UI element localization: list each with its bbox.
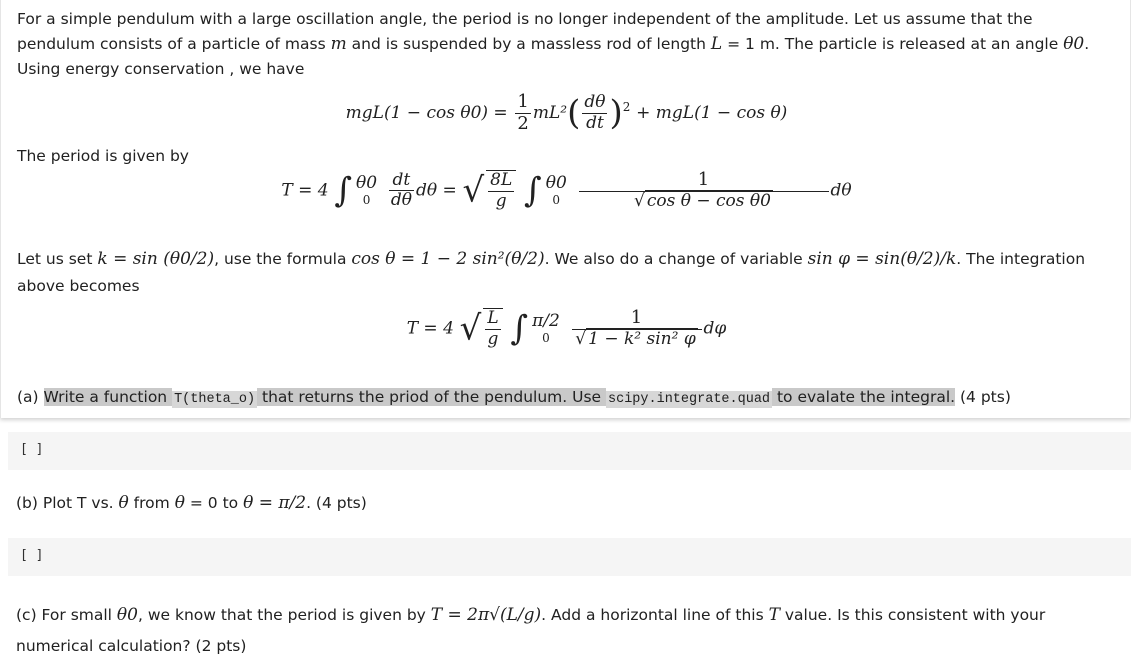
text-segment: . Add a horizontal line of this [541,606,769,624]
frac-num: 1 [630,307,643,328]
integral-limits [530,312,562,345]
integral-limits [544,174,569,207]
limit-lower: 0 [362,192,371,207]
text-segment: . (4 pts) [306,494,367,512]
math-m: m [330,34,347,54]
sqrt-sign: √ [462,170,485,211]
eq-rhs: + mgL(1 − cos θ) [636,103,788,124]
frac-den: g [488,191,514,212]
paren-left: ( [567,93,581,134]
fraction-8L-g [486,170,516,211]
text-segment: from [128,494,175,512]
eq-dtheta: dθ = [415,180,457,201]
highlighted-text: Write a function [43,388,173,406]
math-k: k = sin (θ0/2) [97,249,215,269]
energy-equation [1,92,1131,134]
code-cell-2[interactable] [8,538,1131,576]
math-L: L [710,34,723,54]
cell-prompt: [ ] [20,442,44,457]
eq-T: T = 4 [281,180,329,201]
period-label: The period is given by [17,147,189,165]
fraction-dt-dtheta [389,171,414,211]
limit-upper: θ0 [356,172,378,193]
part-a-paragraph [17,385,1090,412]
intro-paragraph [17,7,1090,82]
frac-num: 1 [697,169,710,190]
math-theta: θ [118,493,129,513]
integral-sign: ∫ [510,308,529,349]
period-equation-2 [1,308,1131,349]
math-change-of-variable: sin φ = sin(θ/2)/k [807,249,957,269]
substitution-paragraph [17,246,1090,300]
frac-den: g [485,329,500,350]
part-b-paragraph [16,491,1091,516]
eq-T: T = 4 [406,318,454,339]
sqrt-sign: √ [459,308,482,349]
fraction-one-over-root [572,308,702,349]
text-segment: , we know that the period is given by [137,606,431,624]
highlighted-text: that returns the priod of the pendulum. Use [257,388,606,406]
period-equation-1 [1,170,1131,211]
limit-upper: π/2 [532,310,560,331]
frac-den: √ cos θ − cos θ0 [579,191,829,212]
text-segment: (a) [17,388,44,406]
fraction-L-g [483,308,502,349]
root-content: 1 − k² sin² φ [588,328,696,349]
math-theta0: θ0 [116,605,138,625]
integral-limits [354,174,379,207]
frac-num: dt [392,169,411,190]
text-segment: (b) Plot T vs. [16,494,119,512]
highlighted-text: to evalate the integral. [772,388,956,406]
frac-den: 2 [517,112,529,134]
text-segment: (c) For small [16,606,117,624]
math-small-angle-period: T = 2π√(L/g) [430,605,542,625]
integral-sign: ∫ [334,170,353,211]
eq-mid: mL² [532,103,568,124]
root-content: cos θ − cos θ0 [646,190,771,211]
inline-code-quad: scipy.integrate.quad [608,392,771,407]
text-segment: For a simple pendulum with a large oscillation angle, the period is no longer independent of the amplitude. Let us assume that the pendulum consists of a particle of mass [17,10,1033,53]
math-theta-pi-half: θ = π/2 [243,493,307,513]
frac-num: 8L [490,170,513,191]
code-cell-1[interactable] [8,432,1131,470]
fraction-one-over-root [579,170,829,211]
frac-den: dθ [390,190,412,211]
integral-sign: ∫ [523,170,542,211]
frac-num: dθ [584,92,606,113]
frac-den: √ 1 − k² sin² φ [572,329,702,350]
fraction-half [515,92,530,134]
limit-lower: 0 [552,192,561,207]
math-theta: θ [174,493,185,513]
text-segment: . Using energy conservation , we have [17,35,1090,78]
math-theta0: θ0 [1063,34,1085,54]
text-segment: and is suspended by a massless rod of length [346,35,711,53]
paren-right: ) [609,93,623,134]
limit-upper: θ0 [545,172,567,193]
eq-lhs: mgL(1 − cos θ0) = [345,103,508,124]
math-T: T [768,605,780,625]
text-segment: . The integration above becomes [17,250,1086,295]
frac-num: L [487,308,499,329]
cell-prompt: [ ] [20,548,44,563]
inline-code-function: T(theta_o) [174,392,256,407]
text-segment: (4 pts) [955,388,1011,406]
part-c-paragraph [16,600,1091,662]
eq-dphi: dφ [703,318,727,339]
fraction-dtheta-dt [582,93,607,133]
limit-lower: 0 [542,330,550,345]
text-segment: = 1 m. The particle is released at an angle [722,35,1064,53]
frac-num: 1 [517,91,529,112]
eq-dtheta: dθ [830,180,852,201]
text-segment: Let us set [17,250,98,268]
exponent-two: 2 [622,100,631,115]
text-segment: = 0 to [184,494,244,512]
text-segment: , use the formula [214,250,352,268]
frac-den: dt [582,113,607,134]
text-segment: value. Is this consistent with your numerical calculation? (2 pts) [16,606,1046,655]
text-segment: . We also do a change of variable [544,250,808,268]
math-cos-formula: cos θ = 1 − 2 sin²(θ/2) [351,249,545,269]
